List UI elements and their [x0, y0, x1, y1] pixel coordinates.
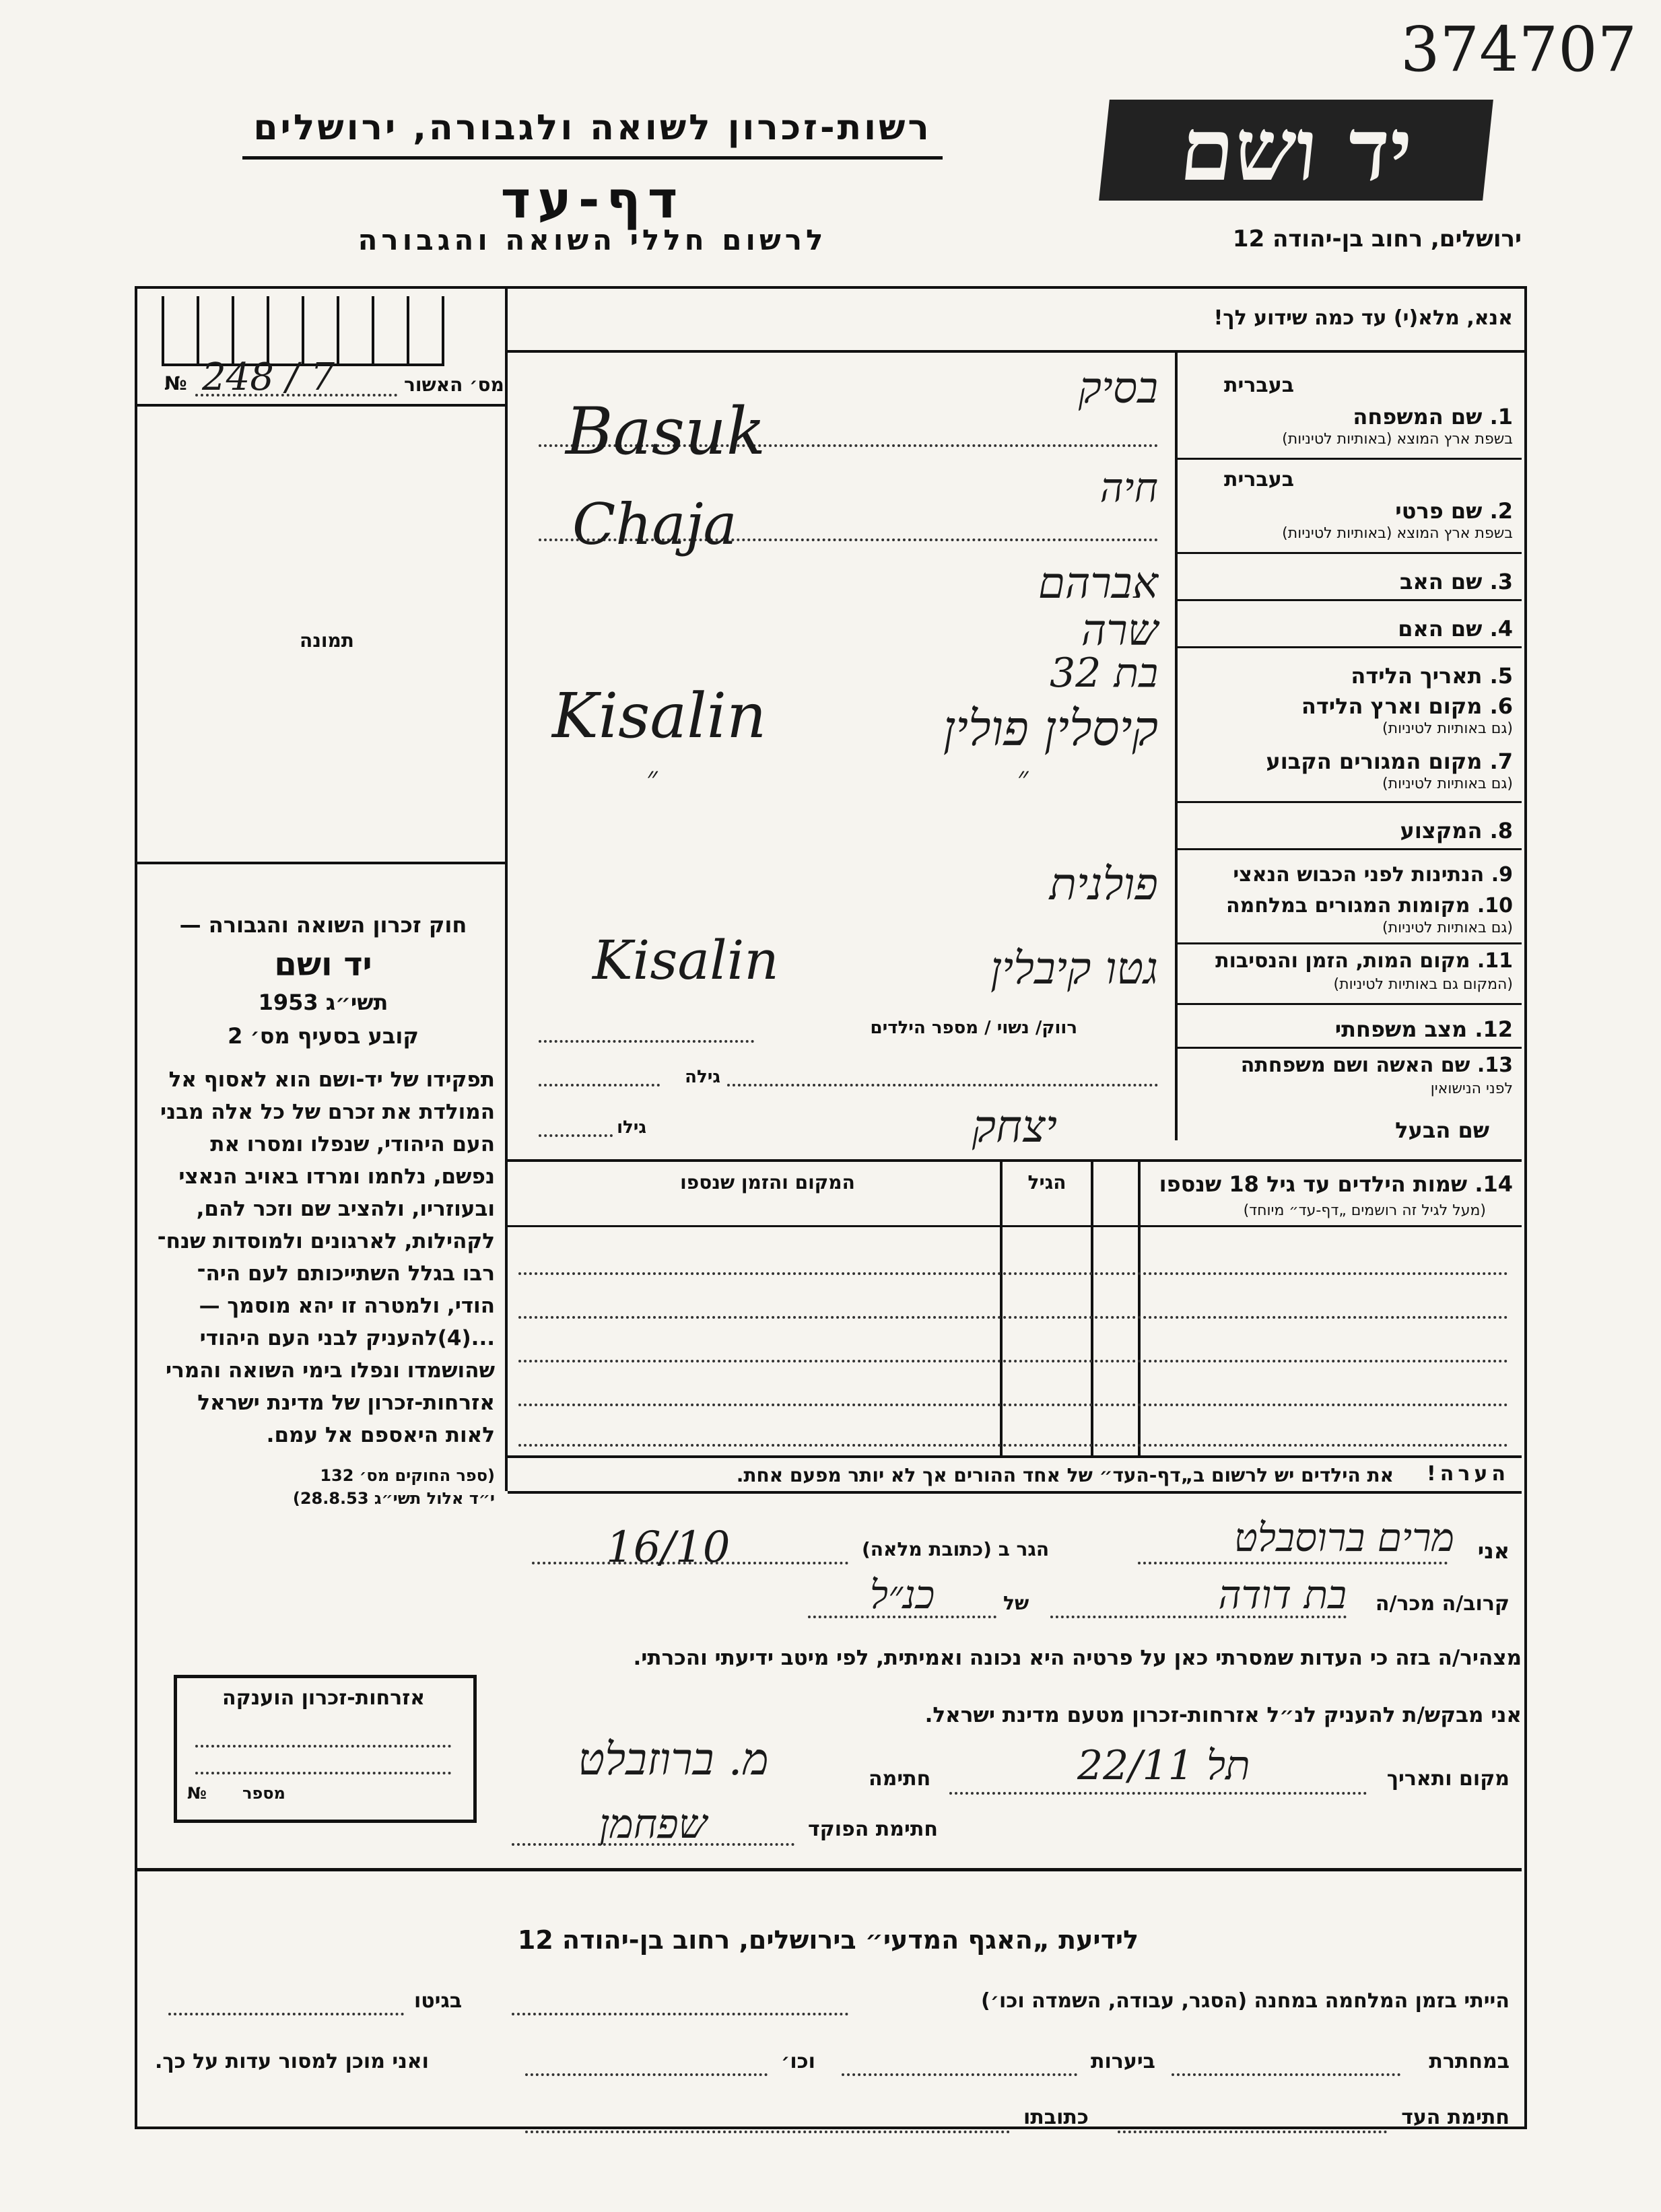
bottom-address: כתובתו: [1023, 2106, 1089, 2129]
bottom-line: [512, 2013, 848, 2015]
instruction-rule: [505, 350, 1524, 353]
instruction: אנא, מלא(י) עד כמה שידוע לך!: [1213, 306, 1513, 330]
field-wife-sub: לפני הנישואין: [1430, 1080, 1513, 1097]
authority-title: רשות-זכרון לשואה ולגבורה, ירושלים: [253, 108, 932, 148]
field-birthplace-sub: (גם באותיות לטיניות): [1382, 720, 1513, 737]
in-hebrew-1: בעברית: [1224, 374, 1294, 397]
bottom-line: [1118, 2131, 1387, 2133]
law-clause: קובע בסעיף מס׳ 2: [228, 1023, 419, 1049]
approval-number-value: 248 / 7: [202, 355, 335, 399]
first-name-hebrew: חיה: [1099, 464, 1158, 512]
approval-number-label: מס׳ האשור: [404, 374, 504, 396]
field-children-label: 14. שמות הילדים עד גיל 18 שנספו: [1159, 1171, 1513, 1197]
children-col-line: [1138, 1159, 1141, 1455]
field-profession-label: 8. המקצוע: [1400, 818, 1513, 843]
address-label: הגר ב (כתובת מלאה): [862, 1538, 1050, 1560]
bottom-forests: ביערות: [1091, 2050, 1155, 2073]
of-value: כנ״ל: [869, 1572, 935, 1618]
bottom-line: [842, 2073, 1077, 2076]
column-divider-lower: [505, 1134, 508, 1491]
field-residence-label: 7. מקום המגורים הקבוע: [1266, 749, 1513, 774]
law-name: יד ושם: [274, 946, 372, 983]
field-rule: [1178, 599, 1522, 601]
law-line: שהושמדו ונפלו בימי השואה והמרי: [166, 1358, 495, 1383]
in-hebrew-2: בעברית: [1224, 468, 1294, 491]
law-heading: חוק זכרון השואה והגבורה —: [179, 912, 467, 938]
address: ירושלים, רחוב בן-יהודה 12: [1232, 226, 1522, 252]
children-row-line: [518, 1316, 1508, 1319]
children-place-col: המקום והזמן שנספו: [680, 1171, 855, 1194]
family-name-hebrew: בסיק: [1078, 364, 1158, 413]
birthplace-hebrew: קיסלין פולין: [943, 700, 1158, 757]
law-text: [151, 1064, 495, 1451]
photo-label: תמונה: [300, 629, 354, 652]
field-rule: [1178, 646, 1522, 648]
archive-number: 374707: [1400, 13, 1637, 85]
law-source: (ספר החוקים מס׳ 132: [320, 1466, 495, 1485]
request: אני מבקש/ת להעניק לנ״ל אזרחות-זכרון מטעם מדינת ישראל.: [924, 1703, 1522, 1727]
citizenship-box-title: אזרחות-זכרון הוענקה: [222, 1686, 426, 1710]
field-marital-label: 12. מצב משפחתי: [1334, 1016, 1513, 1042]
note-label: הערה!: [1427, 1462, 1510, 1486]
law-line: הודי, ולמטרה זו יהא מוסמך —: [199, 1294, 495, 1318]
field-rule: [1178, 801, 1522, 803]
law-line: ובעוזריו, ולהציב שם וזכר להם,: [196, 1197, 495, 1221]
children-row-line: [518, 1404, 1508, 1406]
law-year: תשי״ג 1953: [258, 990, 388, 1015]
field-rule: [1178, 552, 1522, 554]
citizenship-number-label: מספר: [242, 1784, 285, 1803]
children-row-line: [518, 1272, 1508, 1275]
bottom-witness-signature: חתימת העד: [1401, 2106, 1510, 2129]
law-source-date: י״ד אלול תשי״ג 28.8.53): [292, 1489, 495, 1508]
bottom-etc: וכו׳: [781, 2050, 815, 2073]
birthplace-latin: Kisalin: [552, 680, 767, 752]
approval-rule: [137, 404, 505, 407]
bottom-title: לידיעת „האגף המדעי״ בירושלים, רחוב בן-יהודה 12: [517, 1925, 1139, 1955]
value-line: [727, 1084, 1158, 1086]
field-husband-label: שם הבעל: [1395, 1117, 1489, 1143]
children-col-line: [1091, 1159, 1093, 1455]
field-first-name-label: 2. שם פרטי: [1395, 498, 1513, 524]
authority-underline: [242, 156, 943, 160]
bottom-line: [168, 2013, 404, 2015]
yad-vashem-logo: יד ושם: [1099, 100, 1493, 201]
law-line: רבו בגלל השתייכותם לעם היה־: [197, 1261, 495, 1286]
law-line: לקהילות, לארגונים ולמוסדות שנח־: [157, 1229, 495, 1253]
declarant-line: [1138, 1562, 1448, 1564]
of-label: של: [1003, 1592, 1029, 1614]
law-line: אזרחות-זכרון של מדינת ישראל: [197, 1391, 495, 1415]
field-wartime-residence-sub: (גם באותיות לטיניות): [1382, 920, 1513, 936]
field-father-label: 3. שם האב: [1399, 569, 1513, 594]
wife-age-label: גילה: [685, 1067, 720, 1087]
label-column-divider: [1175, 353, 1178, 1140]
birth-age: בת 32: [1050, 650, 1158, 697]
children-table-top: [508, 1159, 1522, 1162]
family-name-latin: Basuk: [566, 394, 766, 469]
bottom-line: [525, 2073, 768, 2076]
citizenship-value: פולנית: [1049, 858, 1158, 910]
value-line: [539, 1134, 613, 1137]
field-rule: [1178, 1003, 1522, 1005]
value-line: [539, 1084, 660, 1086]
law-line: העם היהודי, שנפלו ומסרו את: [210, 1132, 495, 1156]
citizenship-line: [195, 1745, 451, 1748]
bottom-testify: ואני מוכן למסור עדות על כך.: [155, 2050, 429, 2073]
field-family-name-label: 1. שם המשפחה: [1353, 404, 1513, 429]
signature-value: מ. ברוזבלט: [578, 1733, 769, 1785]
husband-age-label: גילו: [617, 1117, 646, 1138]
bottom-ghetto: בגיטו: [414, 1989, 463, 2013]
bottom-line: [525, 2131, 1010, 2133]
field-citizenship-label: 9. הנתינות לפני הכבוש הנאצי: [1233, 863, 1513, 887]
field-birthplace-label: 6. מקום וארץ הלידה: [1301, 693, 1513, 719]
form-purpose: לרשום חללי השואה והגבורה: [358, 223, 827, 256]
value-line: [539, 1040, 754, 1043]
field-mother-label: 4. שם האם: [1398, 616, 1513, 642]
bottom-line: [1172, 2073, 1400, 2076]
children-col-line: [1000, 1159, 1003, 1455]
note-rule-bottom: [508, 1491, 1522, 1494]
field-rule: [1178, 848, 1522, 850]
bottom-underground: במחתרת: [1429, 2050, 1510, 2073]
place-date-label: מקום ותאריך: [1386, 1767, 1510, 1791]
field-children-sub: (מעל לגיל זה רושמים „דף-עד״ מיוחד): [1243, 1202, 1486, 1219]
note-text: את הילדים יש לרשום ב„דף-העד״ של אחד ההורים אך לא יותר מפעם אחת.: [736, 1464, 1394, 1486]
law-line: לאות היאספם אל עמם.: [266, 1423, 495, 1447]
residence-ditto: ״ ״: [646, 761, 1029, 795]
field-wartime-residence-label: 10. מקומות המגורים במלחמה: [1226, 894, 1513, 918]
field-first-name-sub: בשפת ארץ המוצא (באותיות לטיניות): [1282, 525, 1513, 542]
father-name: אברהם: [1038, 559, 1158, 609]
column-divider: [505, 286, 508, 1134]
husband-name: יצחק: [972, 1101, 1057, 1152]
address-value: 16/10: [606, 1523, 731, 1572]
mother-name: שרה: [1081, 606, 1158, 656]
officer-signature: שפחמן: [599, 1801, 708, 1848]
approval-number-sign: №: [164, 372, 187, 394]
citizenship-number-sign: №: [187, 1784, 207, 1803]
bottom-section-rule: [137, 1868, 1522, 1871]
field-death-label: 11. מקום המות, הזמן והנסיבות: [1215, 949, 1513, 973]
field-rule: [1178, 458, 1522, 460]
field-rule: [1178, 942, 1522, 944]
officer-label: חתימת הפוקד: [808, 1818, 938, 1841]
field-rule: [1178, 1047, 1522, 1049]
form-title: דף-עד: [500, 170, 685, 230]
children-header-line: [508, 1225, 1522, 1227]
first-name-latin: Chaja: [572, 491, 737, 557]
law-line: ...(4)להעניק לבני העם היהודי: [199, 1326, 495, 1350]
bottom-camp-text: הייתי בזמן המלחמה במחנה (הסגר, עבודה, השמדה וכו׳): [981, 1989, 1510, 2013]
relation-value: בת דודה: [1218, 1572, 1347, 1618]
signature-label: חתימה: [869, 1767, 931, 1791]
field-death-sub: (המקום גם באותיות לטיניות): [1333, 976, 1513, 993]
declarant-name: מרים ברוסבלט: [1233, 1515, 1454, 1560]
place-date-line: [949, 1792, 1367, 1795]
field-wife-label: 13. שם האשה ושם משפחתה: [1240, 1053, 1513, 1077]
place-date-value: תל 22/11: [1077, 1742, 1250, 1789]
declarant-label: אני: [1477, 1538, 1510, 1564]
law-line: המולדת את זכרם של כל אלה מבני: [160, 1100, 495, 1124]
death-place-hebrew: גטו קיבלין: [990, 942, 1158, 994]
law-line: נפשם, נלחמו ומרדו באויב הנאצי: [178, 1165, 495, 1189]
children-age-col: הגיל: [1027, 1171, 1066, 1194]
photo-rule: [137, 862, 505, 864]
statement: מצהיר/ה בזה כי העדות שמסרתי כאן על פרטיה היא נכונה ואמיתית, לפי מיטב ידיעתי והכרתי.: [633, 1646, 1522, 1670]
children-row-line: [518, 1444, 1508, 1447]
death-place-latin: Kisalin: [592, 929, 779, 992]
relative-label: קרוב/ה מכר/ה: [1375, 1592, 1510, 1616]
field-family-name-sub: בשפת ארץ המוצא (באותיות לטיניות): [1282, 431, 1513, 448]
field-birthdate-label: 5. תאריך הלידה: [1351, 663, 1513, 689]
marital-options: רווק/ נשוי / מספר הילדים: [870, 1018, 1077, 1038]
law-line: תפקידו של יד-ושם הוא לאסוף אל: [168, 1068, 495, 1092]
note-rule-top: [508, 1455, 1522, 1458]
field-residence-sub: (גם באותיות לטיניות): [1382, 775, 1513, 792]
children-row-line: [518, 1360, 1508, 1362]
citizenship-line: [195, 1772, 451, 1774]
